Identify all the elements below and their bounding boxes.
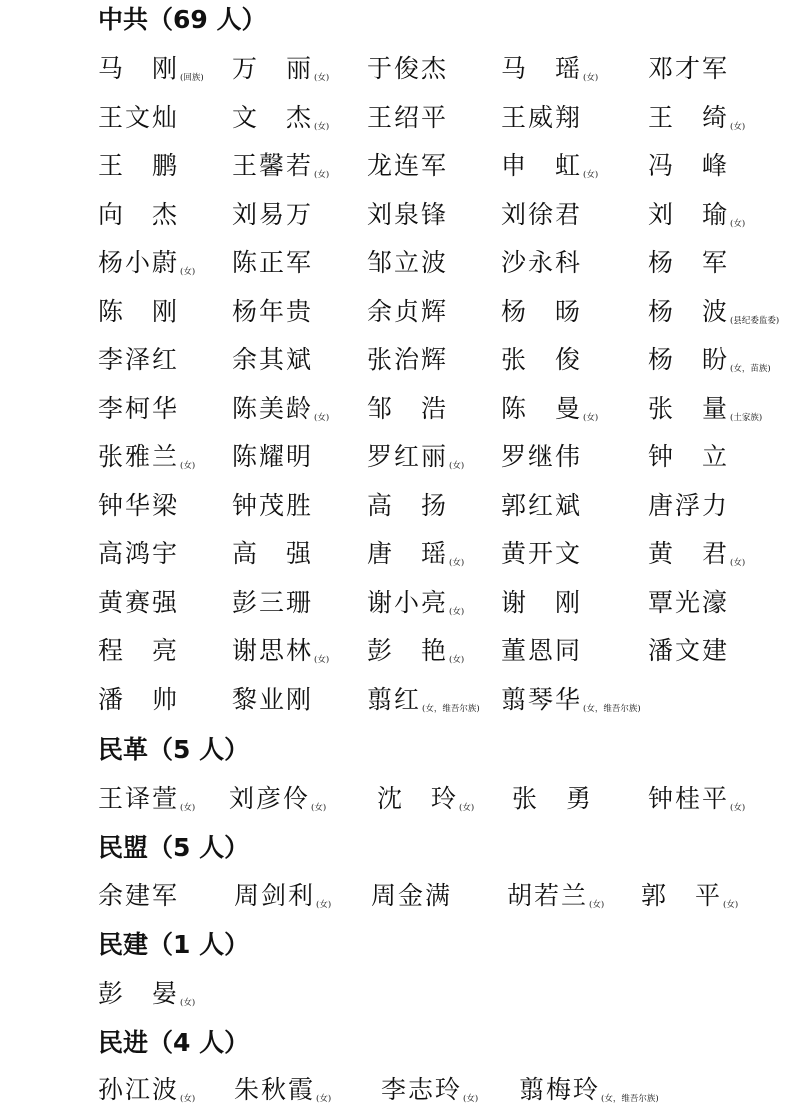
member-entry: [232, 680, 314, 720]
name-row: [0, 631, 800, 671]
member-name: 杨 旸: [501, 297, 583, 326]
member-name: 黎业刚: [232, 685, 314, 714]
member-entry: [367, 437, 464, 477]
member-entry: [232, 195, 314, 235]
member-name: 杨 波: [648, 297, 730, 326]
member-name: 董恩同: [501, 636, 583, 665]
member-name: 申 虹: [501, 151, 583, 180]
member-note: (女): [314, 122, 330, 132]
member-name: 于俊杰: [367, 54, 449, 83]
member-entry: [507, 876, 604, 916]
member-entry: [648, 389, 762, 429]
name-row: [0, 292, 800, 332]
member-entry: [98, 534, 180, 574]
member-entry: [648, 49, 730, 89]
member-entry: [234, 1070, 331, 1110]
member-note: (女): [180, 461, 196, 471]
member-entry: [232, 340, 314, 380]
member-name: 翦梅玲: [519, 1075, 601, 1104]
member-entry: [367, 631, 464, 671]
name-row: [0, 583, 800, 623]
member-name: 钟茂胜: [232, 491, 314, 520]
member-name: 黄开文: [501, 539, 583, 568]
member-note: (女): [449, 655, 465, 665]
member-name: 高 强: [232, 539, 314, 568]
name-row: [0, 1070, 800, 1110]
member-name: 彭三珊: [232, 588, 314, 617]
member-note: (女): [583, 170, 599, 180]
member-name: 翦琴华: [501, 685, 583, 714]
member-entry: [98, 1070, 195, 1110]
member-entry: [367, 243, 449, 283]
member-note: (女): [730, 558, 746, 568]
member-entry: [367, 146, 449, 186]
member-entry: [648, 243, 730, 283]
member-name: 邓才军: [648, 54, 730, 83]
member-name: 潘 帅: [98, 685, 180, 714]
member-entry: [98, 146, 180, 186]
section-title-capd: 民进（4 人）: [98, 1028, 250, 1057]
member-name: 程 亮: [98, 636, 180, 665]
member-entry: [98, 98, 180, 138]
member-name: 王 鹏: [98, 151, 180, 180]
member-entry: [648, 437, 730, 477]
member-name: 杨小蔚: [98, 248, 180, 277]
member-name: 高 扬: [367, 491, 449, 520]
member-name: 李柯华: [98, 394, 180, 423]
member-name: 钟 立: [648, 442, 730, 471]
member-note: (女): [449, 558, 465, 568]
member-note: (女): [583, 73, 599, 83]
member-name: 谢 刚: [501, 588, 583, 617]
member-note: (县纪委监委): [730, 316, 780, 326]
member-note: (女): [589, 900, 605, 910]
member-name: 唐 瑶: [367, 539, 449, 568]
member-name: 陈 刚: [98, 297, 180, 326]
member-entry: [232, 146, 329, 186]
member-entry: [501, 49, 598, 89]
member-entry: [648, 292, 779, 332]
member-name: 孙江波: [98, 1075, 180, 1104]
member-note: (女): [314, 413, 330, 423]
member-entry: [501, 437, 583, 477]
member-name: 谢思林: [232, 636, 314, 665]
member-name: 杨 盼: [648, 345, 730, 374]
name-row: [0, 437, 800, 477]
member-name: 刘徐君: [501, 200, 583, 229]
member-entry: [98, 631, 180, 671]
member-name: 王 绮: [648, 103, 730, 132]
member-name: 杨年贵: [232, 297, 314, 326]
name-row: [0, 486, 800, 526]
member-name: 邹立波: [367, 248, 449, 277]
member-entry: [98, 389, 180, 429]
member-name: 王文灿: [98, 103, 180, 132]
member-name: 高鸿宇: [98, 539, 180, 568]
member-name: 胡若兰: [507, 881, 589, 910]
name-row: [0, 49, 800, 89]
member-name: 刘泉锋: [367, 200, 449, 229]
name-row: [0, 389, 800, 429]
member-entry: [501, 195, 583, 235]
name-row: [0, 195, 800, 235]
member-entry: [367, 534, 464, 574]
member-entry: [232, 631, 329, 671]
member-name: 龙连军: [367, 151, 449, 180]
member-name: 周金满: [371, 881, 453, 910]
member-name: 刘彦伶: [229, 784, 311, 813]
member-name: 郭红斌: [501, 491, 583, 520]
member-name: 张 勇: [512, 784, 594, 813]
member-note: (女): [730, 122, 746, 132]
member-note: (女，维吾尔族): [601, 1094, 659, 1104]
name-row: [0, 534, 800, 574]
member-name: 黄 君: [648, 539, 730, 568]
member-entry: [641, 876, 738, 916]
member-note: (女): [180, 267, 196, 277]
member-name: 向 杰: [98, 200, 180, 229]
member-entry: [232, 534, 314, 574]
member-name: 张雅兰: [98, 442, 180, 471]
member-entry: [98, 49, 204, 89]
member-entry: [501, 389, 598, 429]
member-entry: [367, 340, 449, 380]
member-entry: [232, 98, 329, 138]
member-entry: [377, 779, 474, 819]
member-entry: [501, 292, 583, 332]
member-entry: [98, 243, 195, 283]
member-entry: [232, 583, 314, 623]
member-entry: [98, 340, 180, 380]
member-entry: [367, 49, 449, 89]
member-name: 余贞辉: [367, 297, 449, 326]
member-name: 沈 玲: [377, 784, 459, 813]
member-note: (女，苗族): [730, 364, 771, 374]
member-name: 文 杰: [232, 103, 314, 132]
member-entry: [98, 876, 180, 916]
member-entry: [234, 876, 331, 916]
member-name: 彭 艳: [367, 636, 449, 665]
section-title-cdl: 民盟（5 人）: [98, 833, 250, 862]
member-note: (女): [730, 803, 746, 813]
member-name: 王馨若: [232, 151, 314, 180]
member-name: 覃光濠: [648, 588, 730, 617]
member-entry: [232, 243, 314, 283]
member-name: 杨 军: [648, 248, 730, 277]
member-name: 王威翔: [501, 103, 583, 132]
member-entry: [648, 98, 745, 138]
member-name: 陈 曼: [501, 394, 583, 423]
member-entry: [648, 583, 730, 623]
member-entry: [501, 243, 583, 283]
member-note: (女): [314, 170, 330, 180]
member-note: (女): [723, 900, 739, 910]
member-name: 马 瑶: [501, 54, 583, 83]
member-name: 谢小亮: [367, 588, 449, 617]
name-row: [0, 876, 800, 916]
member-entry: [98, 680, 180, 720]
member-entry: [367, 583, 464, 623]
member-entry: [648, 631, 730, 671]
member-entry: [232, 486, 314, 526]
member-note: (女，维吾尔族): [583, 704, 641, 714]
member-name: 翦红: [367, 685, 422, 714]
member-entry: [648, 340, 771, 380]
member-name: 王绍平: [367, 103, 449, 132]
member-name: 张 俊: [501, 345, 583, 374]
member-note: (女): [180, 1094, 196, 1104]
member-name: 罗红丽: [367, 442, 449, 471]
member-entry: [519, 1070, 659, 1110]
member-entry: [501, 340, 583, 380]
member-entry: [367, 389, 449, 429]
name-row: [0, 98, 800, 138]
member-entry: [648, 146, 730, 186]
member-entry: [367, 195, 449, 235]
name-row: [0, 779, 800, 819]
name-row: [0, 243, 800, 283]
member-entry: [512, 779, 594, 819]
member-entry: [648, 779, 745, 819]
member-name: 周剑利: [234, 881, 316, 910]
member-note: (女): [311, 803, 327, 813]
member-name: 王译萱: [98, 784, 180, 813]
member-entry: [501, 534, 583, 574]
member-name: 钟桂平: [648, 784, 730, 813]
member-entry: [367, 486, 449, 526]
member-name: 黄赛强: [98, 588, 180, 617]
member-entry: [98, 437, 195, 477]
member-name: 潘文建: [648, 636, 730, 665]
member-note: (女): [316, 1094, 332, 1104]
member-name: 冯 峰: [648, 151, 730, 180]
member-entry: [232, 437, 314, 477]
member-entry: [232, 49, 329, 89]
member-entry: [232, 389, 329, 429]
member-name: 彭 晏: [98, 979, 180, 1008]
member-name: 陈耀明: [232, 442, 314, 471]
member-name: 余其斌: [232, 345, 314, 374]
member-name: 陈正军: [232, 248, 314, 277]
member-name: 李泽红: [98, 345, 180, 374]
member-note: (女): [180, 998, 196, 1008]
member-name: 李志玲: [381, 1075, 463, 1104]
member-entry: [501, 631, 583, 671]
member-entry: [98, 583, 180, 623]
member-entry: [648, 195, 745, 235]
member-name: 郭 平: [641, 881, 723, 910]
member-note: (女): [583, 413, 599, 423]
member-entry: [371, 876, 453, 916]
member-entry: [648, 486, 730, 526]
section-title-rcck: 民革（5 人）: [98, 735, 250, 764]
name-row: [0, 680, 800, 720]
member-note: (女): [316, 900, 332, 910]
member-entry: [98, 779, 195, 819]
member-entry: [98, 195, 180, 235]
member-note: (土家族): [730, 413, 763, 423]
member-entry: [367, 98, 449, 138]
member-entry: [648, 534, 745, 574]
section-title-cpc: 中共（69 人）: [98, 5, 267, 34]
name-row: [0, 340, 800, 380]
name-row: [0, 146, 800, 186]
member-entry: [229, 779, 326, 819]
member-note: (女): [180, 803, 196, 813]
member-name: 张 量: [648, 394, 730, 423]
member-entry: [367, 292, 449, 332]
member-entry: [381, 1070, 478, 1110]
member-entry: [232, 292, 314, 332]
member-name: 余建军: [98, 881, 180, 910]
member-entry: [98, 486, 180, 526]
member-note: (女，维吾尔族): [422, 704, 480, 714]
member-name: 朱秋霞: [234, 1075, 316, 1104]
name-row: [0, 974, 800, 1014]
member-entry: [367, 680, 480, 720]
member-name: 钟华梁: [98, 491, 180, 520]
member-name: 刘易万: [232, 200, 314, 229]
member-note: (女): [449, 461, 465, 471]
member-entry: [501, 146, 598, 186]
member-name: 刘 瑜: [648, 200, 730, 229]
member-note: (女): [314, 73, 330, 83]
member-name: 邹 浩: [367, 394, 449, 423]
member-note: (回族): [180, 73, 204, 83]
member-entry: [501, 98, 583, 138]
member-name: 沙永科: [501, 248, 583, 277]
member-name: 唐浮力: [648, 491, 730, 520]
member-entry: [501, 583, 583, 623]
member-entry: [501, 680, 641, 720]
member-note: (女): [449, 607, 465, 617]
member-note: (女): [314, 655, 330, 665]
member-note: (女): [463, 1094, 479, 1104]
member-name: 陈美龄: [232, 394, 314, 423]
member-name: 张治辉: [367, 345, 449, 374]
member-name: 罗继伟: [501, 442, 583, 471]
member-entry: [98, 292, 180, 332]
section-title-cndca: 民建（1 人）: [98, 930, 250, 959]
member-entry: [98, 974, 195, 1014]
member-note: (女): [459, 803, 475, 813]
member-entry: [501, 486, 583, 526]
member-name: 马 刚: [98, 54, 180, 83]
member-note: (女): [730, 219, 746, 229]
member-name: 万 丽: [232, 54, 314, 83]
